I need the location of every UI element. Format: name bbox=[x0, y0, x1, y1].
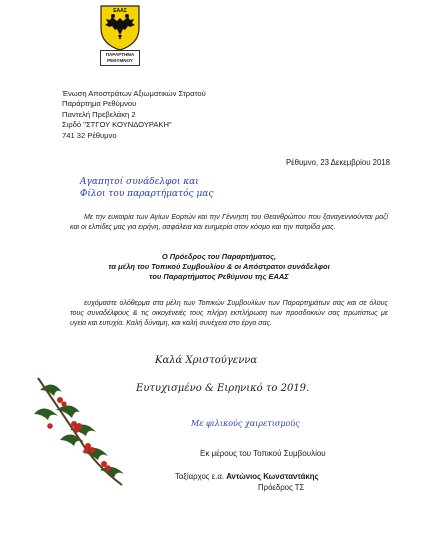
branch-label-box bbox=[100, 50, 140, 66]
address-line-1: Ένωση Αποστράτων Αξιωματικών Στρατού bbox=[62, 89, 206, 98]
body-paragraph-2: ευχόμαστε ολόθερμα στα μέλη των Τοπικών Συμβουλίων των Παραρτημάτων σας και σε όλους τους συναδέλφους & τις οικογένειές τους πλήρη εκπλήρωση των προσδοκιών σας πρωτίστως με υγεία και ευτυχία. Καλή δύναμη, και καλή συνέχεια στο έργο σας. bbox=[70, 299, 388, 328]
address-line-2: Παράρτημα Ρεθύμνου bbox=[62, 99, 137, 109]
senders-line-1: Ο Πρόεδρος του Παραρτήματος, bbox=[161, 252, 277, 261]
senders-line-2: τα μέλη του Τοπικού Συμβουλίου & οι Απόστρατοι συνάδελφοι bbox=[108, 262, 330, 271]
address-line-3: Παντελή Πρεβελάκη 2 bbox=[62, 109, 136, 119]
letter-date: Ρέθυμνο, 23 Δεκεμβρίου 2018 bbox=[285, 158, 390, 167]
christmas-wish: Καλά Χριστούγεννα bbox=[155, 355, 258, 366]
senders-line-3: του Παραρτήματος Ρεθύμνου της ΕΑΑΣ bbox=[149, 272, 289, 281]
branch-label-line1: ΠΑΡΑΡΤΗΜΑ bbox=[105, 52, 135, 57]
branch-label-line2: ΡΕΘΥΜΝΟΥ bbox=[107, 58, 133, 63]
signature-line-1: Εκ μέρους του Τοπικού Συμβουλίου bbox=[200, 449, 326, 458]
new-year-wish: Ευτυχισμένο & Ειρηνικό το 2019. bbox=[136, 383, 310, 394]
sender-address bbox=[62, 89, 206, 141]
address-line-4: Σιρδό "ΣΤΓΟΥ ΚΟΥΝΔΟΥΡΑΚΗ" bbox=[62, 120, 172, 130]
signature-line-2 bbox=[175, 472, 319, 481]
salutation-line-1: Αγαπητοί συνάδελφοι και bbox=[80, 177, 199, 187]
holly-decoration bbox=[30, 370, 130, 490]
salutation bbox=[80, 176, 213, 200]
signatory-name: Αντώνιος Κωνσταντάκης bbox=[226, 472, 319, 481]
signature-line-3: Πρόεδρος ΤΣ bbox=[258, 483, 305, 492]
emblem-text: ΕΑΑΣ bbox=[113, 8, 127, 14]
senders-block bbox=[60, 252, 378, 282]
eaas-emblem bbox=[98, 2, 142, 52]
body-paragraph-1: Με την ευκαιρία των Αγίων Εορτών και την Γέννηση του Θεανθρώπου που ξαναγεννιούνται μαζί και οι ελπίδες μας για ειρήνη, ασφάλεια και ευημερία στον κόσμο και την πατρίδα μας. bbox=[70, 213, 388, 232]
signatory-rank: Ταξίαρχος ε.α. bbox=[175, 472, 227, 481]
salutation-line-2: Φίλοι του παραρτήματός μας bbox=[80, 189, 214, 199]
address-line-5: 741 32 Ρέθυμνο bbox=[62, 130, 117, 140]
closing-regards: Με φιλικούς χαιρετισμούς bbox=[191, 419, 300, 428]
